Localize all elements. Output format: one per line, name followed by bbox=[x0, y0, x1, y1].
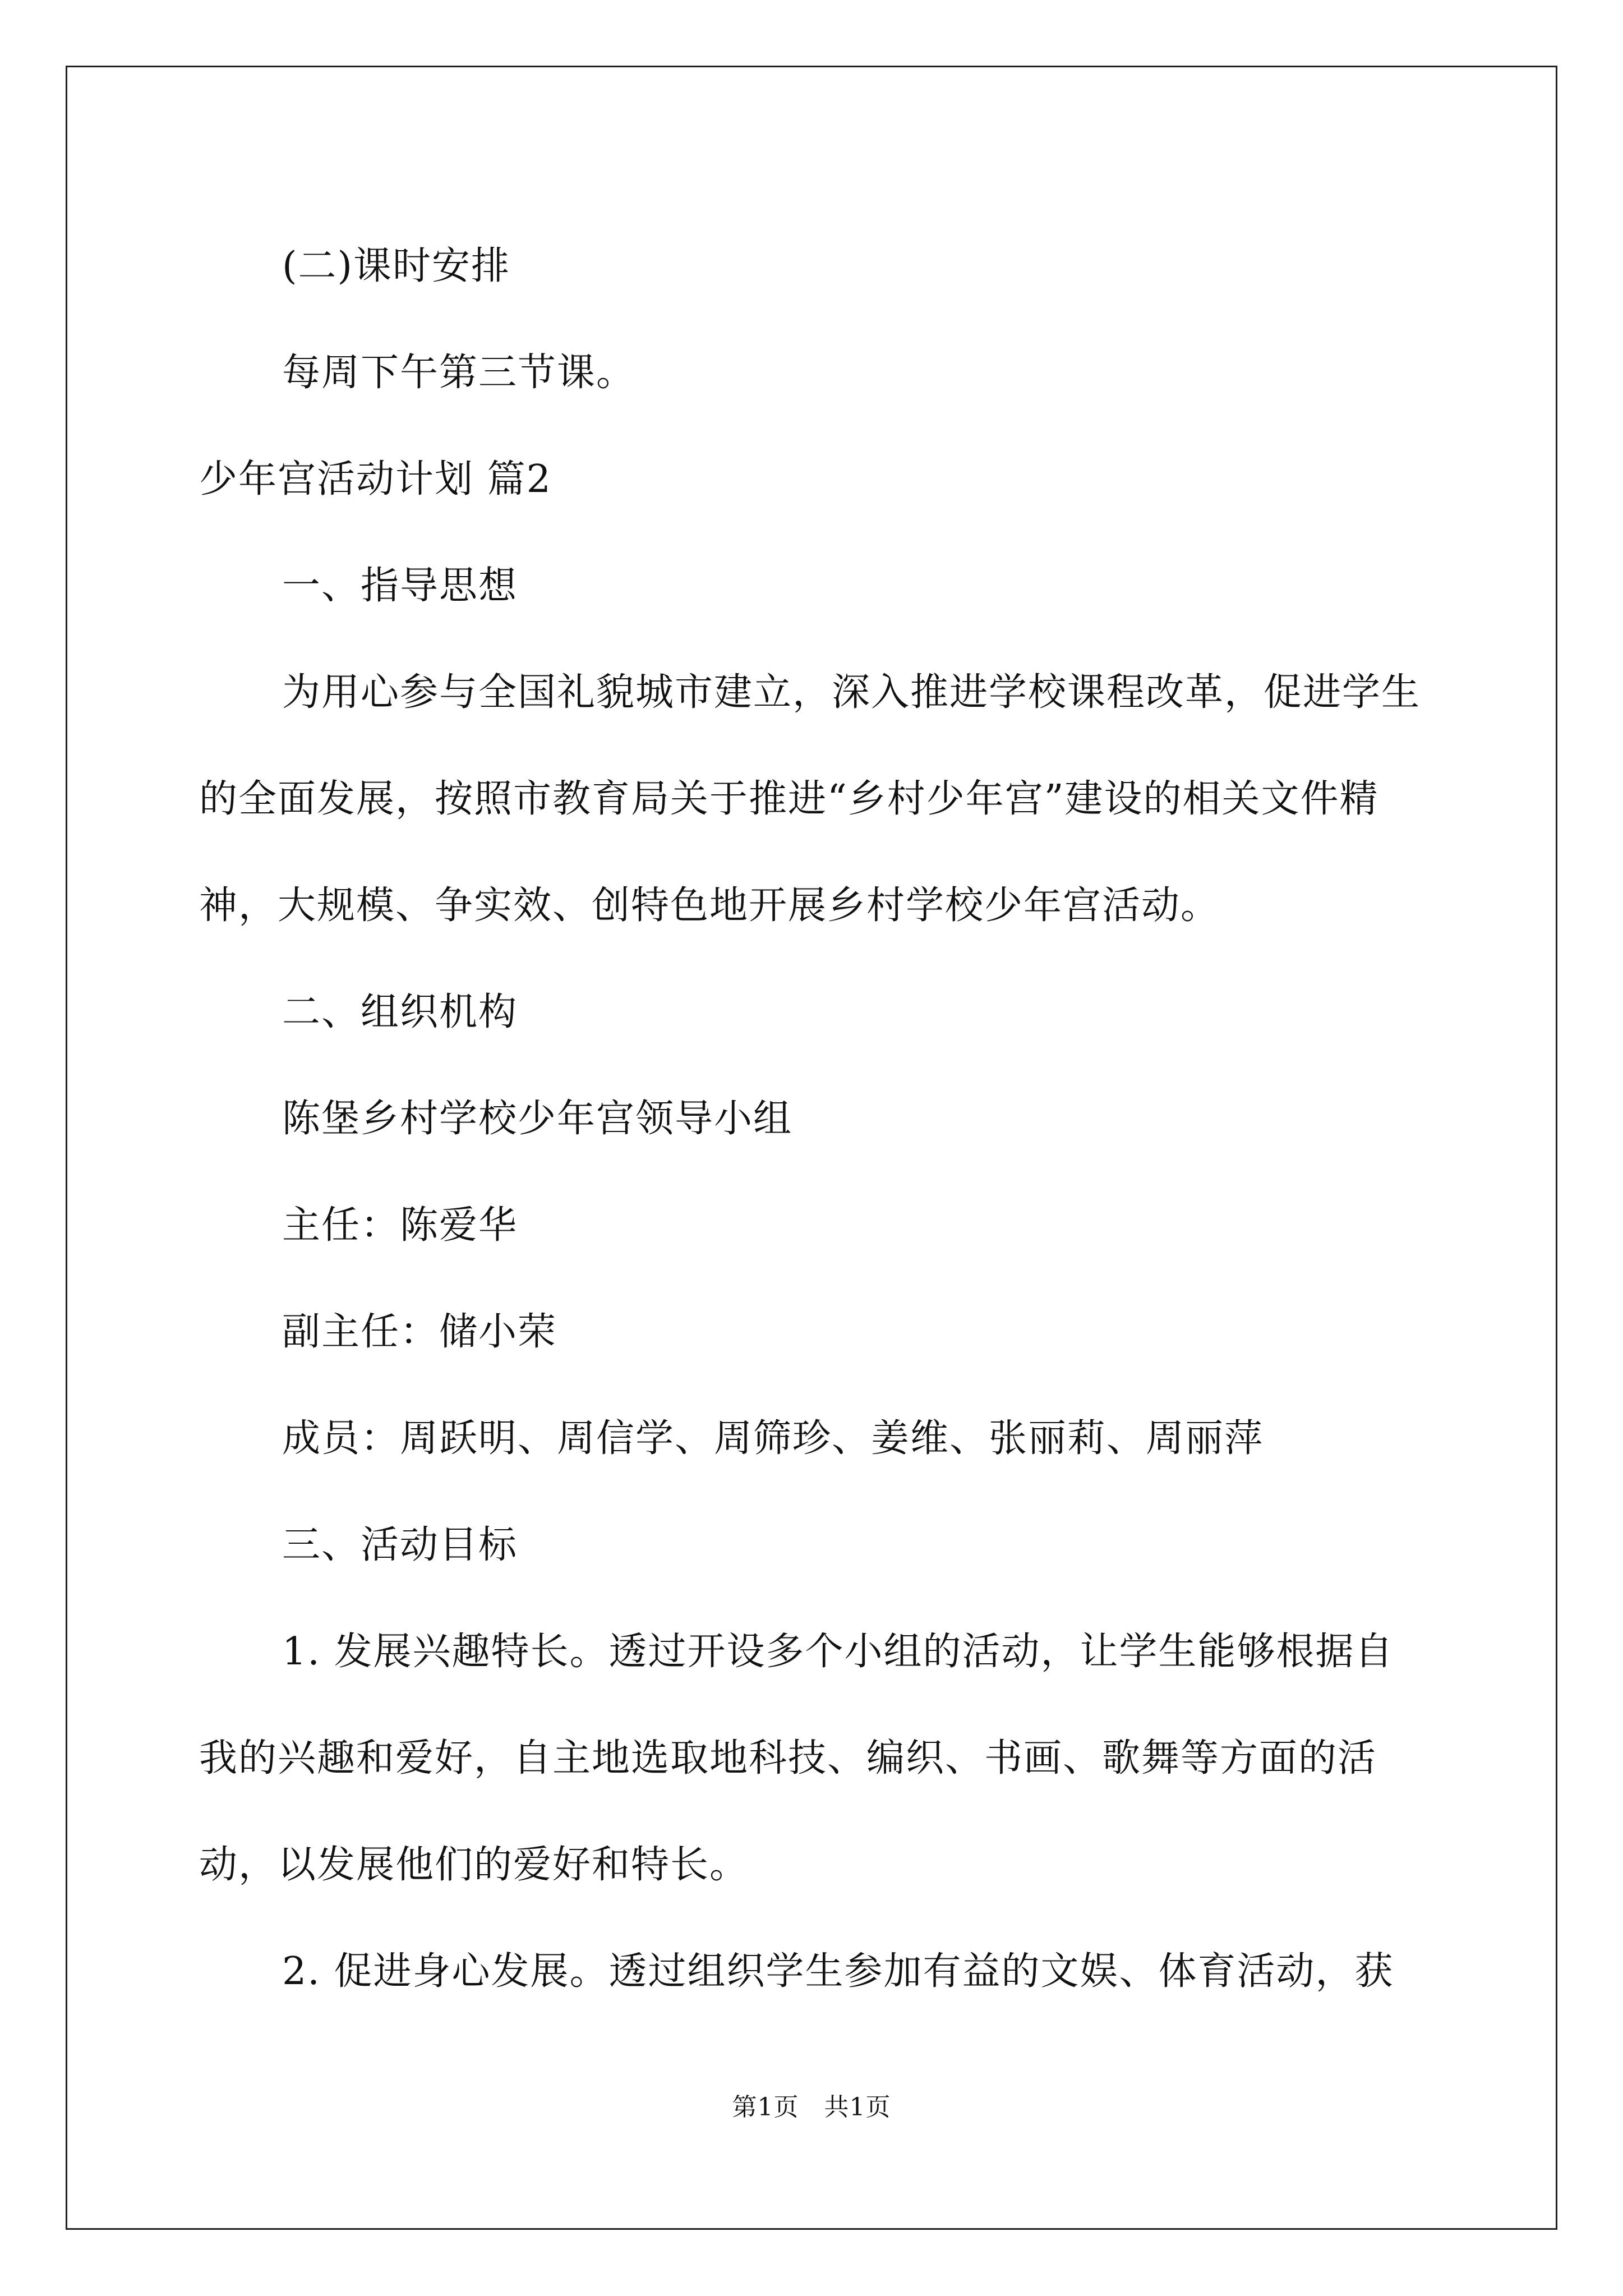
paragraph: 三、活动目标 bbox=[282, 1523, 518, 1567]
section-heading: 少年宫活动计划 篇2 bbox=[199, 457, 552, 501]
paragraph: 1. 发展兴趣特长。透过开设多个小组的活动，让学生能够根据自我的兴趣和爱好，自主地选取地科技、编织、书画、歌舞等方面的活动，以发展他们的爱好和特长。 bbox=[199, 1630, 1394, 1887]
document-body bbox=[199, 213, 1430, 2025]
paragraph: (二)课时安排 bbox=[282, 244, 511, 288]
paragraph: 为用心参与全国礼貌城市建立，深入推进学校课程改革，促进学生的全面发展，按照市教育局关于推进“乡村少年宫”建设的相关文件精神，大规模、争实效、创特色地开展乡村学校少年宫活动。 bbox=[199, 670, 1421, 928]
paragraph: 陈堡乡村学校少年宫领导小组 bbox=[282, 1097, 793, 1141]
paragraph: 主任：陈爱华 bbox=[282, 1203, 518, 1248]
paragraph: 成员：周跃明、周信学、周筛珍、姜维、张丽莉、周丽萍 bbox=[282, 1416, 1264, 1461]
paragraph: 副主任：储小荣 bbox=[282, 1310, 557, 1354]
paragraph: 二、组织机构 bbox=[282, 990, 518, 1034]
paragraph: 2. 促进身心发展。透过组织学生参加有益的文娱、体育活动，获 bbox=[282, 1949, 1394, 1994]
page-footer: 第1页 共1页 bbox=[732, 2093, 891, 2122]
paragraph: 一、指导思想 bbox=[282, 564, 518, 608]
paragraph: 每周下午第三节课。 bbox=[282, 351, 636, 395]
